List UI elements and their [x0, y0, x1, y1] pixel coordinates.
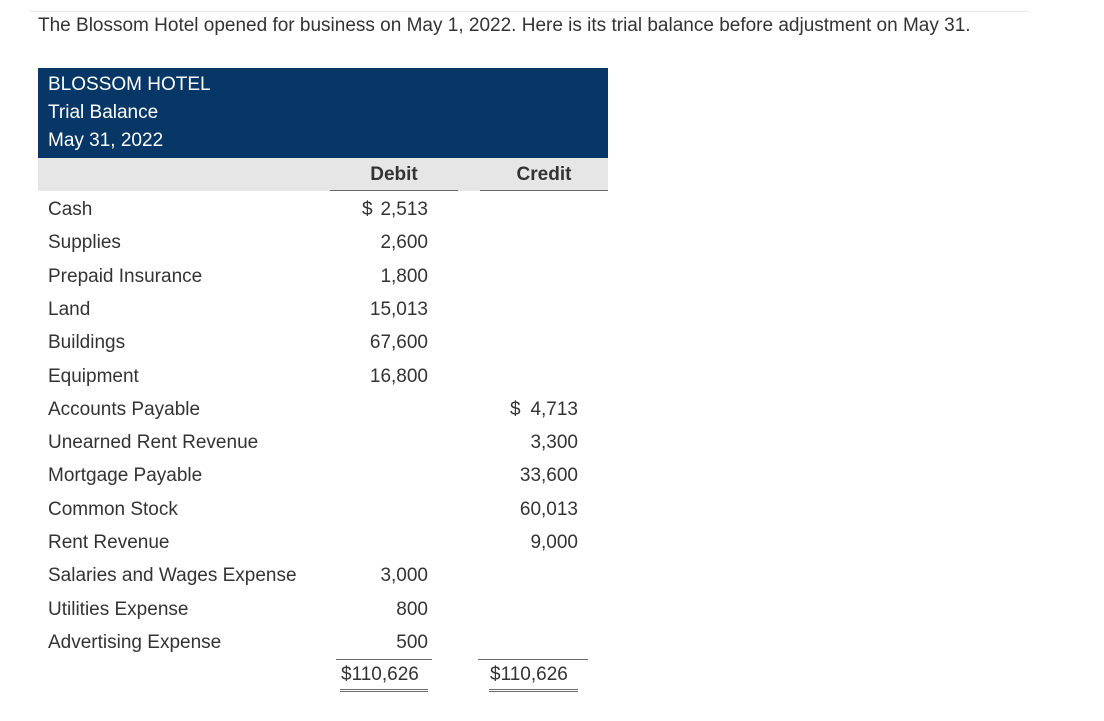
account-name: Prepaid Insurance	[48, 265, 203, 287]
account-name: Utilities Expense	[48, 598, 189, 620]
table-row	[0, 226, 1104, 259]
account-name: Buildings	[48, 332, 126, 354]
table-row	[0, 526, 1104, 559]
credit-amount: 3,300	[530, 432, 578, 454]
account-name: Mortgage Payable	[48, 465, 203, 487]
top-divider	[30, 11, 1028, 12]
account-name: Cash	[48, 199, 93, 220]
debit-total-rule	[336, 659, 432, 660]
debit-amount: 2,600	[380, 232, 428, 254]
table-row	[0, 393, 1104, 426]
debit-amount: 500	[396, 631, 428, 653]
table-row	[0, 293, 1104, 326]
debit-amount: 800	[396, 598, 428, 620]
account-name: Salaries and Wages Expense	[48, 565, 297, 587]
credit-column-header: Credit	[516, 164, 572, 185]
currency-symbol: $	[510, 398, 521, 420]
table-row	[0, 559, 1104, 592]
table-row	[0, 326, 1104, 359]
account-name: Supplies	[48, 232, 121, 254]
statement-title: Trial Balance	[48, 102, 159, 123]
intro-text: The Blossom Hotel opened for business on May 1, 2022. Here is its trial balance before adjustment on May 31.	[38, 15, 971, 36]
account-name: Advertising Expense	[48, 631, 222, 653]
debit-amount: 3,000	[380, 565, 428, 587]
debit-header-rule	[330, 190, 458, 191]
debit-double-underline	[340, 689, 428, 692]
debit-amount: 2,513	[380, 199, 428, 220]
table-row	[0, 626, 1104, 659]
statement-date: May 31, 2022	[48, 130, 164, 151]
table-row	[0, 593, 1104, 626]
debit-column-header: Debit	[370, 164, 418, 185]
account-name: Equipment	[48, 365, 139, 387]
table-row	[0, 260, 1104, 293]
credit-total: $110,626	[490, 664, 568, 685]
credit-amount: 60,013	[519, 498, 578, 520]
account-name: Land	[48, 298, 91, 320]
debit-amount: 67,600	[369, 332, 428, 354]
debit-amount: 16,800	[369, 365, 428, 387]
table-row	[0, 459, 1104, 492]
credit-total-rule	[478, 659, 588, 660]
credit-amount: 4,713	[530, 398, 578, 420]
currency-symbol: $	[362, 199, 373, 220]
credit-amount: 33,600	[519, 465, 578, 487]
account-name: Unearned Rent Revenue	[48, 432, 259, 454]
statement-header	[38, 68, 608, 158]
debit-amount: 15,013	[369, 298, 428, 320]
table-row	[0, 193, 1104, 226]
table-row	[0, 493, 1104, 526]
credit-amount: 9,000	[530, 532, 578, 553]
account-name: Accounts Payable	[48, 398, 201, 420]
company-name: BLOSSOM HOTEL	[48, 74, 211, 95]
credit-header-rule	[480, 190, 608, 191]
account-name: Common Stock	[48, 498, 178, 520]
table-row	[0, 360, 1104, 393]
credit-double-underline	[489, 689, 578, 692]
debit-total: $110,626	[341, 664, 419, 685]
debit-amount: 1,800	[380, 265, 428, 287]
table-row	[0, 426, 1104, 459]
account-name: Rent Revenue	[48, 532, 170, 553]
